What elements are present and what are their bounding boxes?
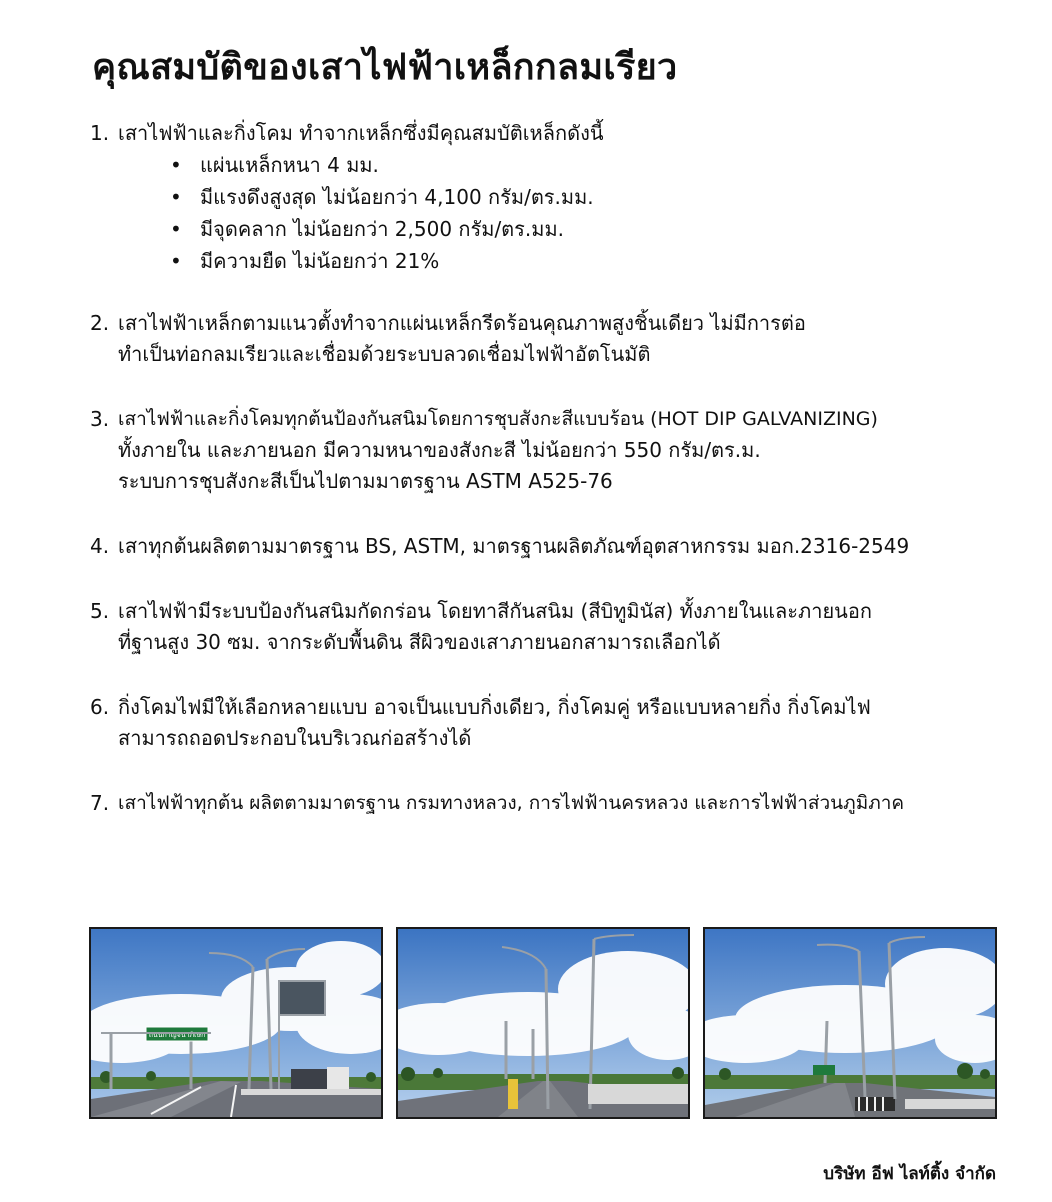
item-text: ที่ฐานสูง 30 ซม. จากระดับพื้นดิน สีผิวของเสาภายนอกสามารถเลือกได้: [118, 630, 721, 654]
highway-photo-1: [89, 927, 383, 1119]
item-number: 6.: [90, 695, 110, 719]
item-text: ทำเป็นท่อกลมเรียวและเชื่อมด้วยระบบลวดเชื่อมไฟฟ้าอัตโนมัติ: [118, 342, 651, 366]
sub-item-text: มีแรงดึงสูงสุด ไม่น้อยกว่า 4,100 กรัม/ตร.มม.: [200, 185, 594, 209]
photo-strip: [89, 927, 997, 1118]
item-number: 3.: [90, 407, 110, 431]
item-text: เสาไฟฟ้ามีระบบป้องกันสนิมกัดกร่อน โดยทาสีกันสนิม (สีบิทูมินัส) ทั้งภายในและภายนอก: [118, 599, 872, 623]
bullet-icon: •: [170, 249, 182, 273]
list-item-4: [90, 531, 1000, 562]
list-item-7: [90, 788, 1000, 819]
highway-photo-2: [396, 927, 690, 1119]
item-text: เสาไฟฟ้าเหล็กตามแนวตั้งทำจากแผ่นเหล็กรีดร้อนคุณภาพสูงชิ้นเดียว ไม่มีการต่อ: [118, 311, 806, 335]
item-number: 1.: [90, 121, 110, 145]
highway-photo-3: [703, 927, 997, 1119]
item-number: 5.: [90, 599, 110, 623]
highway-photo-image: [705, 929, 995, 1117]
item-number: 4.: [90, 534, 110, 558]
page-title: คุณสมบัติของเสาไฟฟ้าเหล็กกลมเรียว: [92, 47, 678, 88]
item-text: เสาไฟฟ้าและกิ่งโคมทุกต้นป้องกันสนิมโดยการชุบสังกะสีแบบร้อน (HOT DIP GALVANIZING): [118, 408, 878, 430]
item-text: สามารถถอดประกอบในบริเวณก่อสร้างได้: [118, 726, 472, 750]
item-text: เสาไฟฟ้าทุกต้น ผลิตตามมาตรฐาน กรมทางหลวง, การไฟฟ้านครหลวง และการไฟฟ้าส่วนภูมิภาค: [118, 792, 905, 814]
gantry-sign-text: ถนนกาญจนาภิเษก: [148, 1031, 206, 1039]
sub-list-item: [170, 245, 1000, 277]
sub-list: [90, 149, 1000, 277]
list-item-2: [90, 308, 1000, 370]
highway-photo-image: [91, 929, 381, 1117]
list-item-3: [90, 404, 1000, 497]
sub-item-text: แผ่นเหล็กหนา 4 มม.: [200, 153, 379, 177]
list-item-6: [90, 692, 1000, 754]
bullet-icon: •: [170, 153, 182, 177]
sub-item-text: มีความยืด ไม่น้อยกว่า 21%: [200, 249, 440, 273]
sub-list-item: [170, 213, 1000, 245]
sub-list-item: [170, 149, 1000, 181]
property-list: [90, 118, 1000, 819]
bullet-icon: •: [170, 185, 182, 209]
bullet-icon: •: [170, 217, 182, 241]
item-text: ทั้งภายใน และภายนอก มีความหนาของสังกะสี ไม่น้อยกว่า 550 กรัม/ตร.ม.: [118, 438, 761, 462]
item-text: กิ่งโคมไฟมีให้เลือกหลายแบบ อาจเป็นแบบกิ่งเดียว, กิ่งโคมคู่ หรือแบบหลายกิ่ง กิ่งโคมไฟ: [118, 695, 871, 719]
list-item-5: [90, 596, 1000, 658]
company-name: บริษัท อีฟ ไลท์ติ้ง จำกัด: [823, 1164, 996, 1184]
list-item-1: [90, 118, 1000, 277]
item-number: 2.: [90, 311, 110, 335]
item-text: เสาทุกต้นผลิตตามมาตรฐาน BS, ASTM, มาตรฐานผลิตภัณฑ์อุตสาหกรรม มอก.2316-2549: [118, 534, 910, 558]
sub-item-text: มีจุดคลาก ไม่น้อยกว่า 2,500 กรัม/ตร.มม.: [200, 217, 564, 241]
item-text: เสาไฟฟ้าและกิ่งโคม ทำจากเหล็กซึ่งมีคุณสมบัติเหล็กดังนี้: [118, 121, 604, 145]
item-text: ระบบการชุบสังกะสีเป็นไปตามมาตรฐาน ASTM A525-76: [118, 469, 613, 493]
item-number: 7.: [90, 791, 110, 815]
highway-photo-image: [398, 929, 688, 1117]
sub-list-item: [170, 181, 1000, 213]
